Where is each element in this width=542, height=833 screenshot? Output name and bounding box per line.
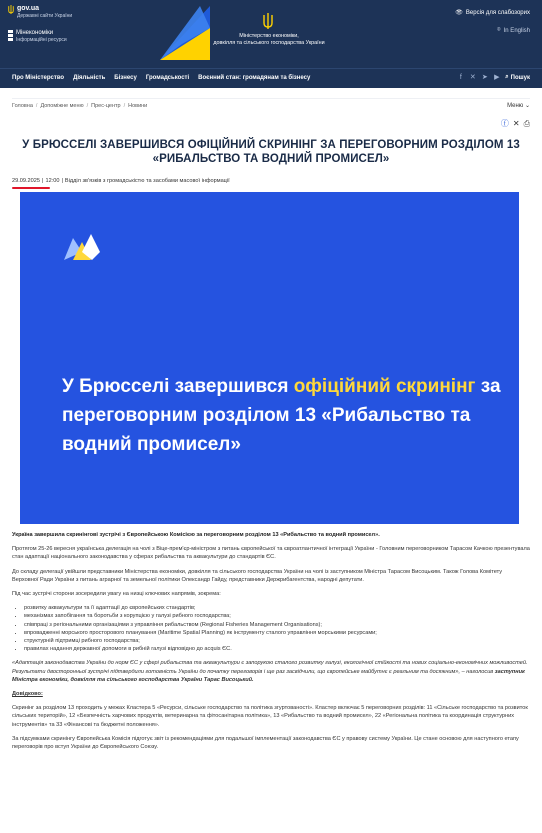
menu-button[interactable]: [507, 102, 530, 109]
article-banner-image: [20, 192, 519, 524]
nav-item-activity[interactable]: Діяльність: [73, 75, 106, 81]
english-label: In English: [503, 27, 530, 34]
share-bar: [501, 120, 530, 128]
article-date: 29.09.2025: [12, 178, 40, 184]
divider: [12, 98, 530, 99]
nav-item-about[interactable]: Про Міністерство: [12, 75, 65, 81]
grid-icon: [8, 30, 13, 42]
list-item: • правилах надання державної допомоги в рибній галузі відповідно до acquis ЄС.: [24, 645, 530, 653]
facebook-icon[interactable]: f: [459, 74, 462, 81]
print-icon[interactable]: ⎙: [523, 119, 530, 128]
article-meta: 29.09.2025 | 12:00 | Відділ зв'язків з громадськістю та засобами масової інформації: [12, 178, 230, 184]
facebook-share-icon[interactable]: ⓕ: [500, 119, 509, 128]
minec-title: Мінекономіки: [16, 30, 54, 36]
article-time: 12:00: [45, 178, 60, 184]
breadcrumb-home[interactable]: Головна: [12, 103, 33, 109]
breadcrumb-news[interactable]: Новини: [128, 103, 148, 109]
breadcrumb: Головна / Допоміжне меню / Прес-центр / Новини: [12, 103, 148, 109]
breadcrumb-aux-menu[interactable]: Допоміжне меню: [40, 103, 84, 109]
list-item: • структурній підтримці рибного господарства;: [24, 637, 530, 645]
article-lead: Україна завершила скринінгові зустрічі з Європейською Комісією за переговорним розділом 13 «Рибальство та водний промисел».: [12, 532, 380, 538]
article-body: [12, 531, 530, 757]
youtube-icon[interactable]: ▶: [494, 74, 500, 81]
ministry-logo-icon: [64, 230, 100, 260]
list-item: • співпраці з регіональними організаціями з управління рибальством (Regional Fisheries Management Organisations);: [24, 621, 530, 629]
telegram-icon[interactable]: ➤: [481, 74, 488, 81]
list-item: • механізмах запобігання та боротьби з корупцією у галузі рибного господарства;: [24, 612, 530, 620]
globe-icon: ⌾: [497, 27, 501, 33]
list-item: • впровадженні морського просторового планування (Maritime Spatial Planning) як інструменту сталого управління морськими ресурсами;: [24, 629, 530, 637]
twitter-icon[interactable]: ✕: [469, 74, 476, 81]
english-link[interactable]: [497, 27, 530, 34]
twitter-share-icon[interactable]: ✕: [512, 119, 520, 128]
gov-title: gov.ua: [17, 5, 40, 12]
search-button[interactable]: [505, 74, 530, 81]
main-nav: [0, 68, 542, 88]
nav-item-martial-law[interactable]: Воєнний стан: громадянам та бізнесу: [198, 75, 311, 81]
reference-paragraph: Скринінг за розділом 13 проходить у межах Кластера 5 «Ресурси, сільське господарство та політика згуртованості». Кластер включає 5 переговорних розділів: 11 «Сільське господарство та розвиток сільських територій», 12 «Безпечність харчових продуктів, ветеринарна та фітосанітарна політика», 13 «Рибальство та водний промисел», 22 «Регіональна політика та координація структурних інструментів» та 33 «Фінансові та бюджетні положення».: [12, 705, 528, 728]
search-label: Пошук: [510, 74, 530, 81]
breadcrumb-press-center[interactable]: Прес-центр: [91, 103, 121, 109]
article-paragraph: До складу делегації увійшли представники Міністерства економіки, довкілля та сільського господарства України на чолі із заступником Міністра Тарасом Висоцьким. Також Голова Комітету Верховної Ради України з питань аграрної та земельної політики Олександр Гайду, представники Держрибагентства, народні депутати.: [12, 568, 503, 583]
key-directions-list: [24, 604, 530, 653]
banner-headline: У Брюсселі завершився офіційний скринінг за переговорним розділом 13 «Рибальство та водний промисел»: [62, 376, 501, 455]
article-department[interactable]: Відділ зв'язків з громадськістю та засобами масової інформації: [64, 178, 230, 184]
accessibility-label: Версія для слабозорих: [465, 9, 530, 16]
reference-heading: Довідково:: [12, 691, 43, 698]
chevron-down-icon: ⌄: [524, 103, 530, 109]
ministry-name: Міністерство економіки, довкілля та сільського господарства України: [213, 33, 325, 46]
accessibility-toggle[interactable]: [455, 9, 530, 16]
gov-ua-link[interactable]: [8, 5, 72, 19]
article-paragraph: Під час зустрічі сторони зосередили увагу на низці ключових напрямів, зокрема:: [12, 591, 221, 598]
reference-paragraph: За підсумками скринінгу Європейська Комісія підготує звіт із рекомендаціями для подальшої імплементації законодавства ЄС у правову систему України. Це стане основою для наступного етапу переговорів про вступ України до Європейського Союзу.: [12, 735, 519, 751]
nav-item-business[interactable]: Бізнесу: [114, 75, 137, 81]
trident-icon: [8, 5, 14, 14]
nav-item-public[interactable]: Громадськості: [145, 75, 190, 81]
eye-icon: 👁: [455, 10, 463, 16]
minec-resources-link[interactable]: [8, 30, 67, 43]
date-highlight: [12, 187, 50, 189]
coat-of-arms-icon: [263, 13, 273, 29]
gov-subtitle: Державні сайти України: [17, 13, 73, 19]
article-quote: «Адаптація законодавства України до норм ЄС у сфері рибальства та аквакультури є запорукою сталого розвитку галузі, екологічної стійкості та нових соціально-економічних можливостей. Результати двосторонньої зустрічі підтвердили готовність України до початку переговорів і ще раз засвідчили, що європейське майбутнє є реальним та досяжним», – наголосив заступник Міністра економіки, довкілля та сільського господарства України Тарас Висоцький.: [12, 660, 528, 683]
site-header: [0, 0, 542, 68]
minec-subtitle: Інформаційні ресурси: [16, 37, 67, 43]
menu-label: Меню: [507, 103, 524, 109]
article-paragraph: Протягом 25-26 вересня українська делегація на чолі з Віце-прем'єр-міністром з питань європейської та євроатлантичної інтеграції України - Головним переговорником Тарасом Качкою презентувала стан адаптації національного законодавства у сферах рибальства та аквакультури до стандартів ЄС.: [12, 546, 530, 561]
search-icon: ⌕: [505, 74, 509, 80]
page-title: У БРЮССЕЛІ ЗАВЕРШИВСЯ ОФІЦІЙНИЙ СКРИНІНГ ЗА ПЕРЕГОВОРНИМ РОЗДІЛОМ 13 «РИБАЛЬСТВО ТА ВОДНИЙ ПРОМИСЕЛ»: [22, 139, 520, 165]
list-item: • розвитку аквакультури та її адаптації до європейських стандартів;: [24, 604, 530, 612]
